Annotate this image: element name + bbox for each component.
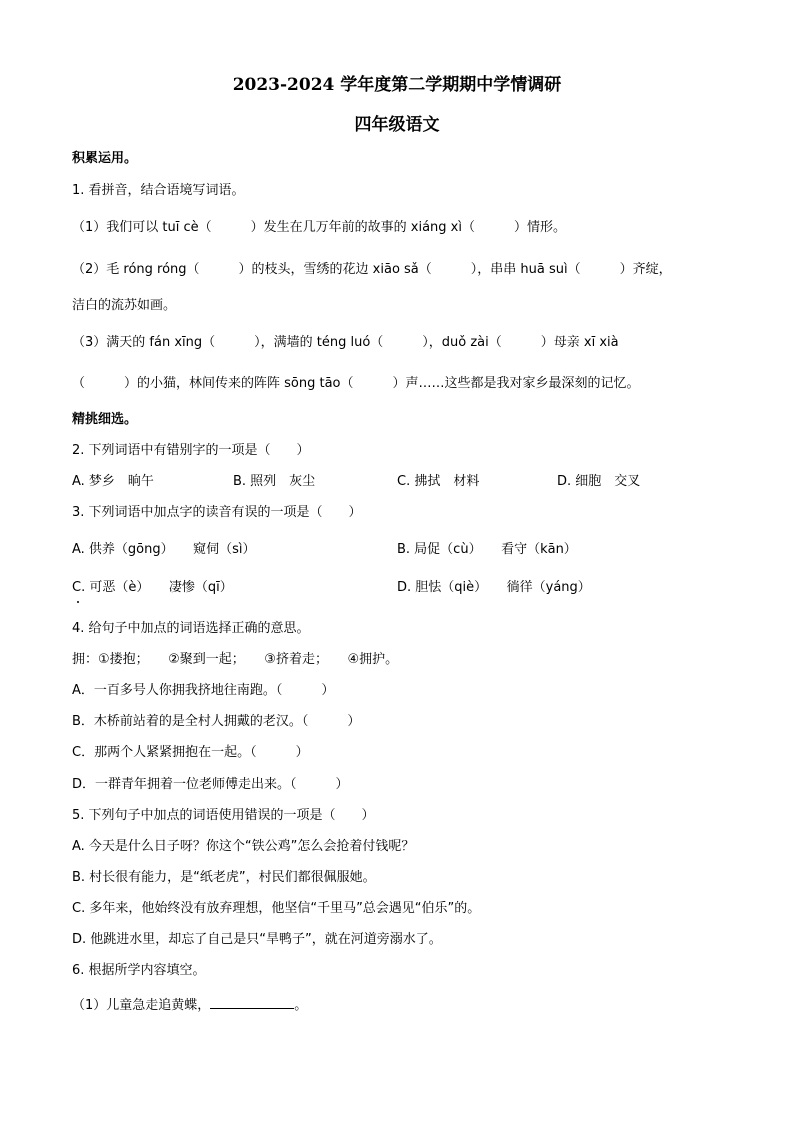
- question-5-option-b: B. 村长很有能力，是“纸老虎”，村民们都很佩服她。: [72, 870, 376, 885]
- question-3-option-a: A. 供养（gōng） 窥伺（sì）: [72, 542, 256, 557]
- question-1-line-4: （3）满天的 fán xīng（ ），满墙的 téng luó（ ），duǒ zài（ ）母亲 xī xià: [72, 335, 619, 350]
- stray-dot-mark: [77, 601, 79, 603]
- question-1-line-3: 洁白的流苏如画。: [72, 298, 177, 313]
- question-2-option-d: D. 细胞 交叉: [557, 474, 641, 489]
- question-1-line-2: （2）毛 róng róng（ ）的枝头，雪绣的花边 xiāo sǎ（ ），串串 huā suì（ ）齐绽，: [72, 262, 672, 277]
- question-6-item-1-suffix: 。: [294, 998, 308, 1013]
- question-1-stem: 1. 看拼音，结合语境写词语。: [72, 183, 245, 198]
- question-3-option-c: C. 可恶（è） 凄惨（qī）: [72, 580, 233, 595]
- question-1-line-1: （1）我们可以 tuī cè（ ）发生在几万年前的故事的 xiáng xì（ ）情形。: [72, 220, 566, 235]
- question-6-stem: 6. 根据所学内容填空。: [72, 963, 206, 978]
- question-4-meanings: 拥：①搂抱； ②聚到一起； ③挤着走； ④拥护。: [72, 652, 399, 667]
- question-2-stem: 2. 下列词语中有错别字的一项是（ ）: [72, 443, 310, 458]
- question-5-option-c: C. 多年来，他始终没有放弃理想，他坚信“千里马”总会遇见“伯乐”的。: [72, 901, 481, 916]
- question-4-stem: 4. 给句子中加点的词语选择正确的意思。: [72, 621, 310, 636]
- question-4-item-a: A．一百多号人你拥我挤地往南跑。（ ）: [72, 683, 335, 698]
- question-3-stem: 3. 下列词语中加点字的读音有误的一项是（ ）: [72, 505, 362, 520]
- question-2-option-b: B. 照列 灰尘: [233, 474, 316, 489]
- exam-title: 2023-2024 学年度第二学期期中学情调研: [232, 75, 562, 95]
- question-2-option-c: C. 拂拭 材料: [397, 474, 480, 489]
- question-5-stem: 5. 下列句子中加点的词语使用错误的一项是（ ）: [72, 808, 375, 823]
- question-3-option-b: B. 局促（cù） 看守（kān）: [397, 542, 577, 557]
- exam-subtitle: 四年级语文: [354, 115, 440, 135]
- answer-blank-line[interactable]: [210, 995, 294, 1009]
- question-1-line-5: （ ）的小猫，林间传来的阵阵 sōng tāo（ ）声……这些都是我对家乡最深刻的记忆。: [72, 376, 640, 391]
- question-5-option-a: A. 今天是什么日子呀？你这个“铁公鸡”怎么会抢着付钱呢？: [72, 839, 415, 854]
- question-3-option-d: D. 胆怯（qiè） 徜徉（yáng）: [397, 580, 591, 595]
- question-4-item-d: D．一群青年拥着一位老师傅走出来。（ ）: [72, 777, 349, 792]
- question-2-option-a: A. 梦乡 晌午: [72, 474, 154, 489]
- question-6-item-1: [72, 995, 307, 1015]
- question-5-option-d: D. 他跳进水里，却忘了自己是只“旱鸭子”，就在河道旁溺水了。: [72, 932, 442, 947]
- section-heading-choice: 精挑细选。: [72, 412, 138, 427]
- section-heading-accumulation: 积累运用。: [72, 151, 138, 166]
- question-4-item-b: B．木桥前站着的是全村人拥戴的老汉。（ ）: [72, 714, 361, 729]
- question-6-item-1-prefix: （1）儿童急走追黄蝶，: [72, 998, 211, 1013]
- question-4-item-c: C．那两个人紧紧拥抱在一起。（ ）: [72, 745, 309, 760]
